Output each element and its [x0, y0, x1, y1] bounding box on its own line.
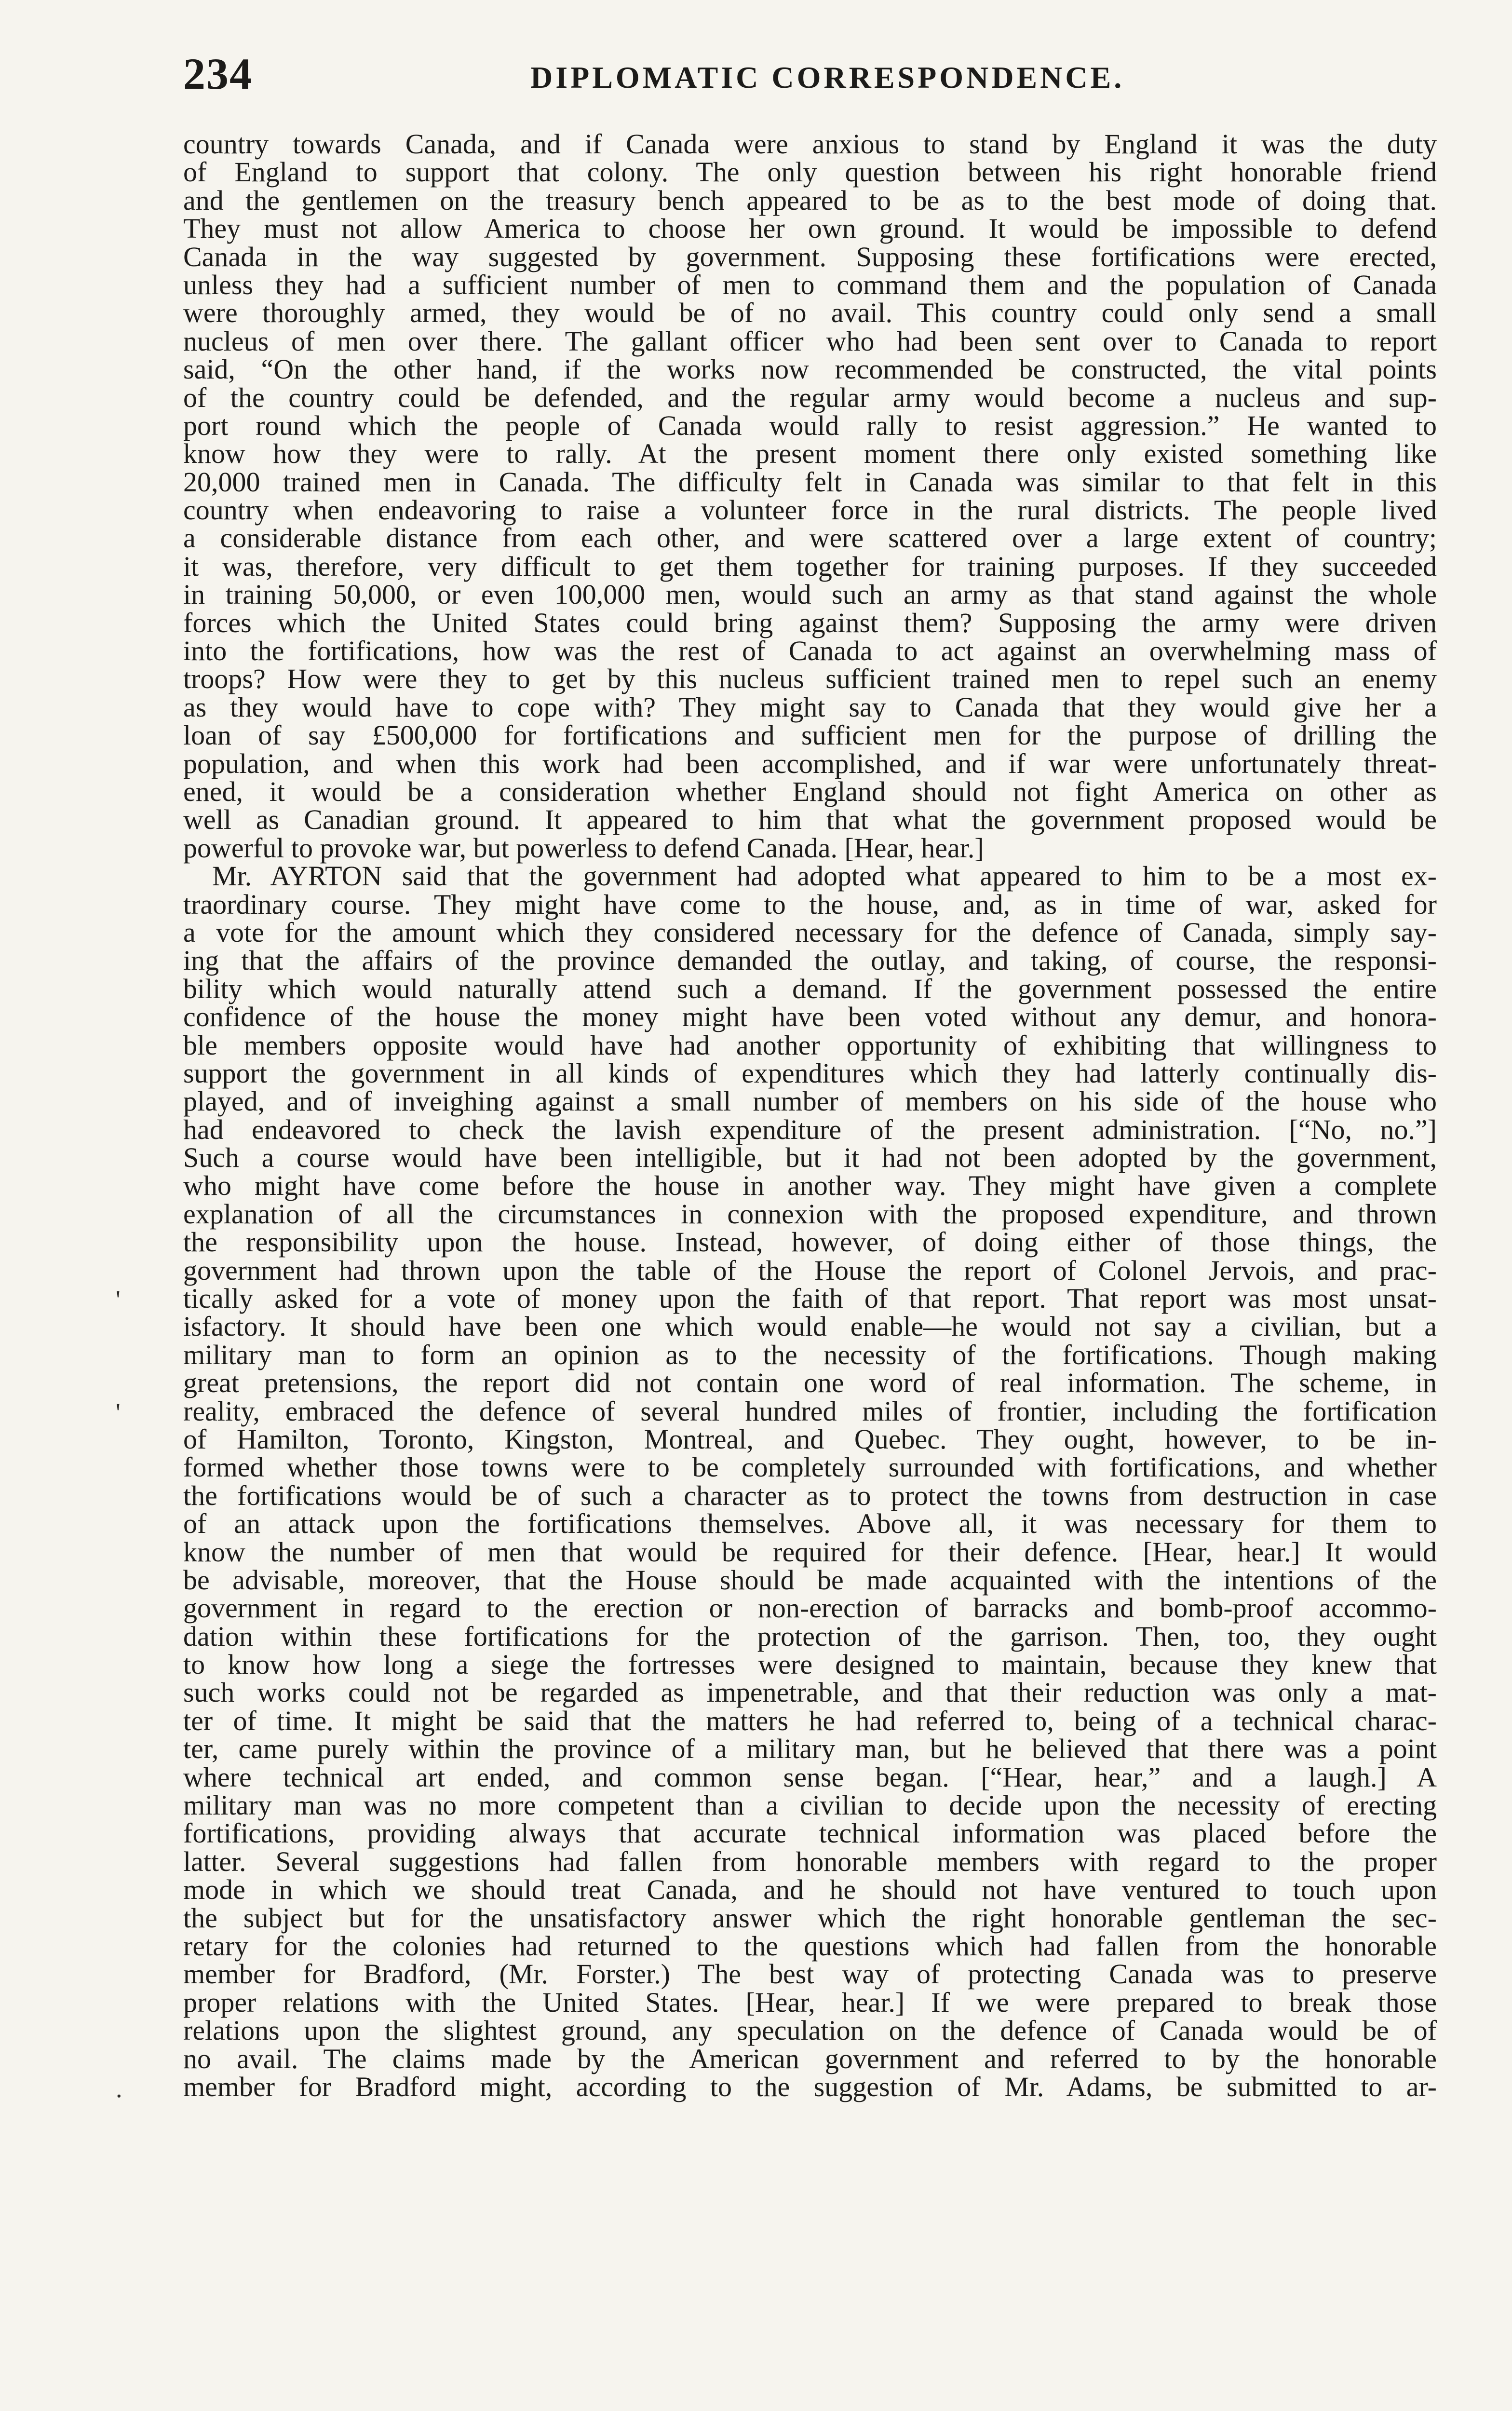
body-text: [183, 130, 1437, 2101]
text-line: explanation of all the circumstances in connexion with the proposed expenditure, and thrown: [183, 1198, 1437, 1230]
text-line: government in regard to the erection or non-erection of barracks and bomb-proof accommo-: [183, 1592, 1437, 1624]
text-line: as they would have to cope with? They might say to Canada that they would give her a: [183, 691, 1437, 723]
text-line: port round which the people of Canada would rally to resist aggression.” He wanted to: [183, 409, 1437, 441]
text-line: population, and when this work had been accomplished, and if war were unfortunately threat-: [183, 747, 1437, 779]
text-line: mode in which we should treat Canada, and he should not have ventured to touch upon: [183, 1874, 1437, 1906]
text-line: where technical art ended, and common sense began. [“Hear, hear,” and a laugh.] A: [183, 1761, 1437, 1793]
text-line: Mr. AYRTON said that the government had adopted what appeared to him to be a most ex-: [212, 860, 1437, 892]
text-line: of the country could be defended, and the regular army would become a nucleus and sup-: [183, 381, 1437, 413]
text-line: support the government in all kinds of expenditures which they had latterly continually dis-: [183, 1057, 1437, 1089]
text-line: ter of time. It might be said that the matters he had referred to, being of a technical charac-: [183, 1705, 1437, 1736]
text-line: such works could not be regarded as impenetrable, and that their reduction was only a mat-: [183, 1677, 1437, 1708]
text-line: ble members opposite would have had another opportunity of exhibiting that willingness to: [183, 1029, 1437, 1061]
text-line: retary for the colonies had returned to the questions which had fallen from the honorable: [183, 1930, 1437, 1962]
text-line: of Hamilton, Toronto, Kingston, Montreal, and Quebec. They ought, however, to be in-: [183, 1423, 1437, 1455]
text-line: into the fortifications, how was the rest of Canada to act against an overwhelming mass of: [183, 635, 1437, 667]
text-line: forces which the United States could bring against them? Supposing the army were driven: [183, 607, 1437, 638]
text-line: member for Bradford might, according to the suggestion of Mr. Adams, be submitted to ar-: [183, 2071, 1437, 2102]
text-line: to know how long a siege the fortresses were designed to maintain, because they knew that: [183, 1649, 1437, 1680]
text-line: know the number of men that would be required for their defence. [Hear, hear.] It would: [183, 1536, 1437, 1568]
text-line: relations upon the slightest ground, any speculation on the defence of Canada would be of: [183, 2015, 1437, 2046]
running-title: DIPLOMATIC CORRESPONDENCE.: [530, 60, 1125, 95]
text-line: no avail. The claims made by the American government and referred to by the honorable: [183, 2043, 1437, 2074]
text-line: in training 50,000, or even 100,000 men, would such an army as that stand against the whole: [183, 579, 1437, 610]
text-line: ter, came purely within the province of a military man, but he believed that there was a point: [183, 1733, 1437, 1765]
text-line: the responsibility upon the house. Instead, however, of doing either of those things, the: [183, 1226, 1437, 1258]
text-line: Canada in the way suggested by government. Supposing these fortifications were erected,: [183, 241, 1437, 272]
text-line: well as Canadian ground. It appeared to him that what the government proposed would be: [183, 804, 1437, 836]
text-line: military man to form an opinion as to the necessity of the fortifications. Though making: [183, 1339, 1437, 1370]
text-line: the subject but for the unsatisfactory answer which the right honorable gentleman the sec-: [183, 1902, 1437, 1934]
text-line: government had thrown upon the table of the House the report of Colonel Jervois, and prac-: [183, 1254, 1437, 1286]
text-line: traordinary course. They might have come to the house, and, as in time of war, asked for: [183, 888, 1437, 920]
text-line: of an attack upon the fortifications themselves. Above all, it was necessary for them to: [183, 1508, 1437, 1540]
text-line: proper relations with the United States. [Hear, hear.] If we were prepared to break those: [183, 1986, 1437, 2018]
text-line: be advisable, moreover, that the House should be made acquainted with the intentions of the: [183, 1564, 1437, 1596]
text-line: confidence of the house the money might have been voted without any demur, and honora-: [183, 1001, 1437, 1033]
text-line: powerful to provoke war, but powerless to defend Canada. [Hear, hear.]: [183, 832, 984, 864]
text-line: nucleus of men over there. The gallant officer who had been sent over to Canada to report: [183, 325, 1437, 357]
text-line: reality, embraced the defence of several hundred miles of frontier, including the fortification: [183, 1395, 1437, 1427]
text-line: said, “On the other hand, if the works now recommended be constructed, the vital points: [183, 353, 1437, 385]
text-line: a vote for the amount which they considered necessary for the defence of Canada, simply say-: [183, 916, 1437, 948]
text-line: 20,000 trained men in Canada. The difficulty felt in Canada was similar to that felt in this: [183, 466, 1437, 498]
running-head: [183, 48, 1446, 121]
text-line: who might have come before the house in another way. They might have given a complete: [183, 1170, 1437, 1202]
margin-mark: ': [116, 1285, 121, 1314]
text-line: They must not allow America to choose her own ground. It would be impossible to defend: [183, 213, 1437, 244]
text-line: troops? How were they to get by this nucleus sufficient trained men to repel such an enemy: [183, 663, 1437, 695]
text-line: a considerable distance from each other, and were scattered over a large extent of country;: [183, 522, 1437, 554]
text-line: formed whether those towns were to be completely surrounded with fortifications, and whether: [183, 1451, 1437, 1483]
text-line: it was, therefore, very difficult to get them together for training purposes. If they succeeded: [183, 550, 1437, 582]
text-line: ened, it would be a consideration whether England should not fight America on other as: [183, 775, 1437, 807]
text-line: of England to support that colony. The only question between his right honorable friend: [183, 156, 1437, 188]
text-line: played, and of inveighing against a small number of members on his side of the house who: [183, 1085, 1437, 1117]
text-line: and the gentlemen on the treasury bench appeared to be as to the best mode of doing that.: [183, 184, 1437, 216]
text-line: were thoroughly armed, they would be of no avail. This country could only send a small: [183, 297, 1437, 329]
text-line: isfactory. It should have been one which would enable—he would not say a civilian, but a: [183, 1311, 1437, 1342]
text-line: bility which would naturally attend such a demand. If the government possessed the entire: [183, 973, 1437, 1004]
page-number: 234: [183, 49, 253, 98]
text-line: loan of say £500,000 for fortifications and sufficient men for the purpose of drilling the: [183, 719, 1437, 751]
margin-mark: .: [116, 2073, 122, 2103]
text-line: military man was no more competent than a civilian to decide upon the necessity of erecting: [183, 1789, 1437, 1821]
text-line: country when endeavoring to raise a volunteer force in the rural districts. The people lived: [183, 494, 1437, 526]
text-line: great pretensions, the report did not contain one word of real information. The scheme, in: [183, 1367, 1437, 1399]
text-line: unless they had a sufficient number of men to command them and the population of Canada: [183, 269, 1437, 300]
text-line: member for Bradford, (Mr. Forster.) The best way of protecting Canada was to preserve: [183, 1958, 1437, 1990]
text-line: know how they were to rally. At the present moment there only existed something like: [183, 438, 1437, 470]
text-line: fortifications, providing always that accurate technical information was placed before the: [183, 1817, 1437, 1849]
text-line: the fortifications would be of such a character as to protect the towns from destruction in case: [183, 1479, 1437, 1511]
text-line: tically asked for a vote of money upon the faith of that report. That report was most unsat-: [183, 1283, 1437, 1314]
text-line: had endeavored to check the lavish expenditure of the present administration. [“No, no.”]: [183, 1113, 1437, 1145]
margin-mark: ': [116, 1398, 121, 1427]
text-line: ing that the affairs of the province demanded the outlay, and taking, of course, the responsi-: [183, 945, 1437, 976]
text-line: dation within these fortifications for the protection of the garrison. Then, too, they ought: [183, 1620, 1437, 1652]
text-line: country towards Canada, and if Canada were anxious to stand by England it was the duty: [183, 128, 1437, 160]
text-line: Such a course would have been intelligible, but it had not been adopted by the government,: [183, 1142, 1437, 1174]
text-line: latter. Several suggestions had fallen from honorable members with regard to the proper: [183, 1845, 1437, 1877]
